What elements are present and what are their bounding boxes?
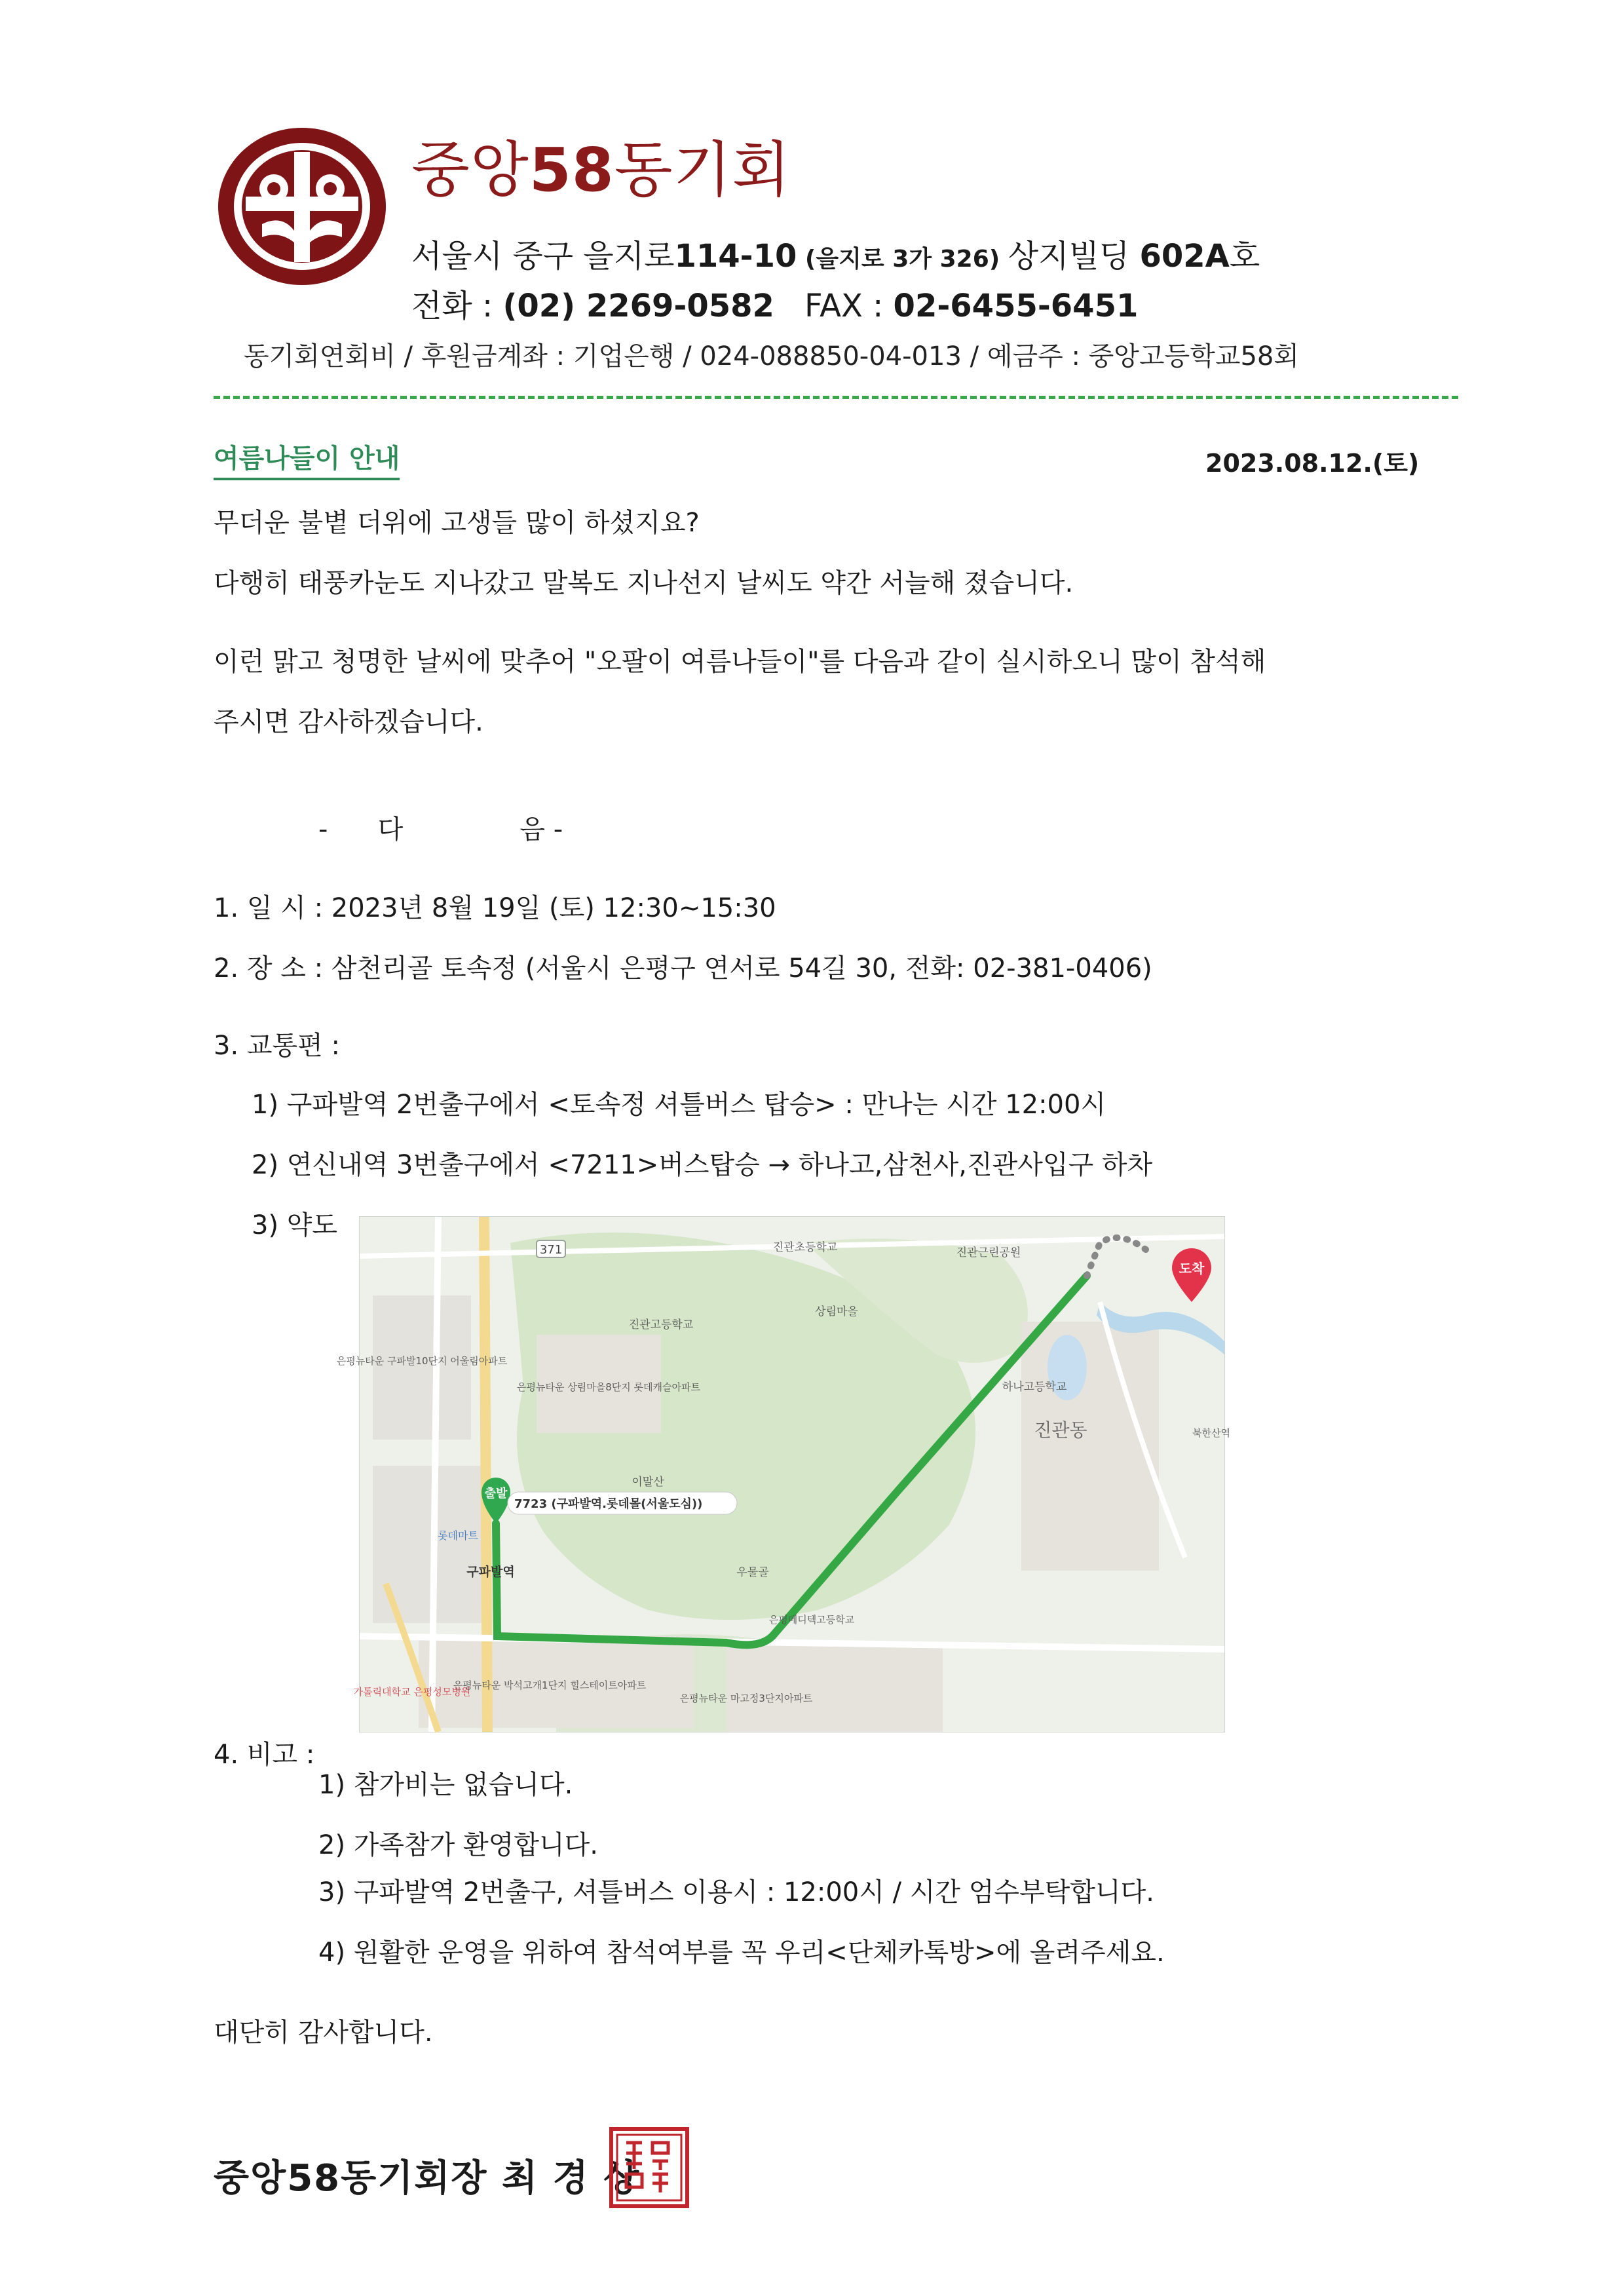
signature-line: 중앙58동기회장 최 경 상	[214, 2157, 641, 2200]
transport-option-2: 2) 연신내역 3번출구에서 <7211>버스탑승 → 하나고,삼천사,진관사입구 하차	[252, 1150, 1153, 1180]
map-place: 진관초등학교	[772, 1241, 838, 1254]
map-place: 롯데마트	[438, 1529, 478, 1542]
closing-line: 대단히 감사합니다.	[214, 2018, 433, 2048]
official-seal-icon	[609, 2127, 689, 2208]
org-contact: 전화 : (02) 2269-0582 FAX : 02-6455-6451	[411, 288, 1139, 324]
item-datetime: 1. 일 시 : 2023년 8월 19일 (토) 12:30~15:30	[214, 893, 776, 923]
route-map	[336, 1216, 1230, 1732]
map-place: 은평메디텍고등학교	[768, 1614, 855, 1626]
map-place: 가톨릭대학교 은평성모병원	[353, 1686, 471, 1698]
section-heading: - 다 음 -	[318, 814, 563, 845]
remark-3: 3) 구파발역 2번출구, 셔틀버스 이용시 : 12:00시 / 시간 엄수부탁합니다.	[318, 1877, 1154, 1907]
map-place: 진관동	[1034, 1419, 1087, 1441]
map-place: 북한산역	[1192, 1427, 1230, 1439]
end-badge: 도착	[1179, 1261, 1205, 1276]
map-place: 진관고등학교	[628, 1318, 694, 1331]
org-title: 중앙58동기회	[411, 135, 791, 205]
map-place: 상림마을	[815, 1305, 858, 1318]
map-place: 은평뉴타운 마고정3단지아파트	[679, 1693, 813, 1704]
notice-date: 2023.08.12.(토)	[1205, 449, 1420, 478]
transport-map-label: 3) 약도	[252, 1210, 338, 1240]
road-number-label: 371	[539, 1243, 563, 1257]
bank-account-line: 동기회연회비 / 후원금계좌 : 기업은행 / 024-088850-04-013 / 예금주 : 중앙고등학교58회	[244, 341, 1300, 372]
item-transport: 3. 교통편 :	[214, 1031, 340, 1061]
map-place: 하나고등학교	[1002, 1381, 1067, 1394]
transport-option-1: 1) 구파발역 2번출구에서 <토속정 셔틀버스 탑승> : 만나는 시간 12:00시	[252, 1090, 1106, 1120]
greeting-line-3: 이런 맑고 청명한 날씨에 맞추어 "오팔이 여름나들이"를 다음과 같이 실시하오니 많이 참석해	[214, 647, 1266, 677]
map-place: 구파발역	[466, 1565, 515, 1579]
item-location: 2. 장 소 : 삼천리골 토속정 (서울시 은평구 연서로 54길 30, 전화: 02-381-0406)	[214, 953, 1152, 984]
notice-subject: 여름나들이 안내	[214, 438, 400, 480]
map-place: 은평뉴타운 상림마을8단지 롯데캐슬아파트	[517, 1381, 700, 1393]
start-badge: 출발	[484, 1487, 508, 1501]
remark-1: 1) 참가비는 없습니다.	[318, 1770, 573, 1800]
map-place: 우물골	[736, 1566, 769, 1579]
org-address: 서울시 중구 을지로114-10 (을지로 3가 326) 상지빌딩 602A호	[411, 238, 1260, 275]
remark-2: 2) 가족참가 환영합니다.	[318, 1830, 598, 1860]
map-place: 이말산	[632, 1476, 664, 1489]
map-place: 은평뉴타운 박석고개1단지 힐스테이트아파트	[453, 1679, 647, 1691]
route-map-graphic	[336, 1217, 1230, 1732]
greeting-line-2: 다행히 태풍카눈도 지나갔고 말복도 지나선지 날씨도 약간 서늘해 졌습니다.	[214, 568, 1074, 598]
route-label: 7723 (구파발역.롯데몰(서울도심))	[514, 1497, 703, 1511]
map-place: 진관근린공원	[956, 1246, 1021, 1259]
greeting-line-1: 무더운 불볕 더위에 고생들 많이 하셨지요?	[214, 508, 700, 538]
map-place: 은평뉴타운 구파발10단지 어울림아파트	[336, 1355, 508, 1367]
item-remarks: 4. 비고 :	[214, 1740, 315, 1770]
org-logo-icon	[216, 126, 388, 287]
greeting-line-4: 주시면 감사하겠습니다.	[214, 707, 483, 737]
remark-4: 4) 원활한 운영을 위하여 참석여부를 꼭 우리<단체카톡방>에 올려주세요.	[318, 1938, 1165, 1968]
header-divider	[214, 396, 1458, 399]
